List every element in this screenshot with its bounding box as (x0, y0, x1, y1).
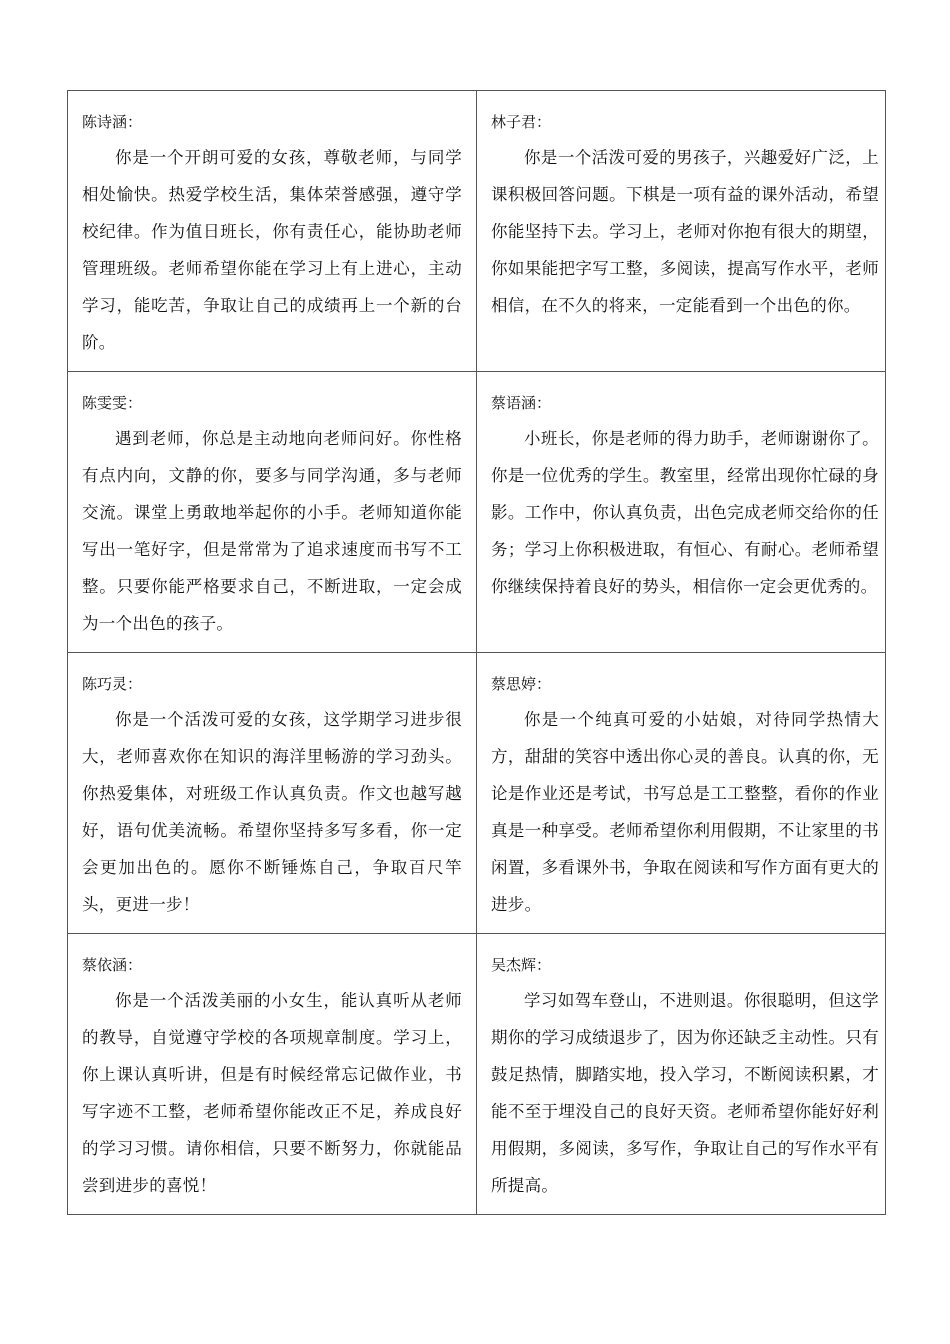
student-name: 陈雯雯： (82, 394, 143, 412)
comment-cell (477, 934, 886, 1215)
comment-text: 小班长，你是老师的得力助手，老师谢谢你了。你是一位优秀的学生。教室里，经常出现你忙碌的身影。工作中，你认真负责，出色完成老师交给你的任务；学习上你积极进取，有恒心、有耐心。老师希望你继续保持着良好的势头，相信你一定会更优秀的。 (491, 429, 879, 596)
student-name: 蔡思婷： (491, 675, 552, 693)
document-page (67, 90, 883, 1215)
comment-text: 你是一个活泼可爱的女孩，这学期学习进步很大，老师喜欢你在知识的海洋里畅游的学习劲头。你热爱集体，对班级工作认真负责。作文也越写越好，语句优美流畅。希望你坚持多写多看，你一定会更加出色的。愿你不断锤炼自己，争取百尺竿头，更进一步！ (82, 710, 462, 914)
comment-cell (68, 653, 477, 934)
student-name: 陈巧灵： (82, 675, 143, 693)
table-row (68, 653, 886, 934)
student-name: 吴杰辉： (491, 956, 552, 974)
table-row (68, 372, 886, 653)
comment-text: 你是一个活泼美丽的小女生，能认真听从老师的教导，自觉遵守学校的各项规章制度。学习上，你上课认真听讲，但是有时候经常忘记做作业，书写字迹不工整，老师希望你能改正不足，养成良好的学习习惯。请你相信，只要不断努力，你就能品尝到进步的喜悦！ (82, 991, 462, 1195)
comment-text: 学习如驾车登山，不进则退。你很聪明，但这学期你的学习成绩退步了，因为你还缺乏主动性。只有鼓足热情，脚踏实地，投入学习，不断阅读积累，才能不至于埋没自己的良好天资。老师希望你能好好利用假期，多阅读，多写作，争取让自己的写作水平有所提高。 (491, 991, 879, 1195)
student-name: 蔡语涵： (491, 394, 552, 412)
student-name: 林子君： (491, 113, 552, 131)
student-name: 陈诗涵： (82, 113, 143, 131)
comment-cell (68, 372, 477, 653)
table-row (68, 91, 886, 372)
comment-cell (477, 372, 886, 653)
comment-cell (68, 91, 477, 372)
student-name: 蔡依涵： (82, 956, 143, 974)
comment-text: 你是一个纯真可爱的小姑娘，对待同学热情大方，甜甜的笑容中透出你心灵的善良。认真的你，无论是作业还是考试，书写总是工工整整，看你的作业真是一种享受。老师希望你利用假期，不让家里的书闲置，多看课外书，争取在阅读和写作方面有更大的进步。 (491, 710, 879, 914)
table-row (68, 934, 886, 1215)
comment-cell (68, 934, 477, 1215)
comment-cell (477, 653, 886, 934)
comment-cell (477, 91, 886, 372)
comments-table (67, 90, 886, 1215)
comment-text: 遇到老师，你总是主动地向老师问好。你性格有点内向，文静的你，要多与同学沟通，多与老师交流。课堂上勇敢地举起你的小手。老师知道你能写出一笔好字，但是常常为了追求速度而书写不工整。只要你能严格要求自己，不断进取，一定会成为一个出色的孩子。 (82, 429, 462, 633)
comment-text: 你是一个活泼可爱的男孩子，兴趣爱好广泛，上课积极回答问题。下棋是一项有益的课外活动，希望你能坚持下去。学习上，老师对你抱有很大的期望，你如果能把字写工整，多阅读，提高写作水平，老师相信，在不久的将来，一定能看到一个出色的你。 (491, 148, 879, 315)
comment-text: 你是一个开朗可爱的女孩，尊敬老师，与同学相处愉快。热爱学校生活，集体荣誉感强，遵守学校纪律。作为值日班长，你有责任心，能协助老师管理班级。老师希望你能在学习上有上进心，主动学习，能吃苦，争取让自己的成绩再上一个新的台阶。 (82, 148, 462, 352)
